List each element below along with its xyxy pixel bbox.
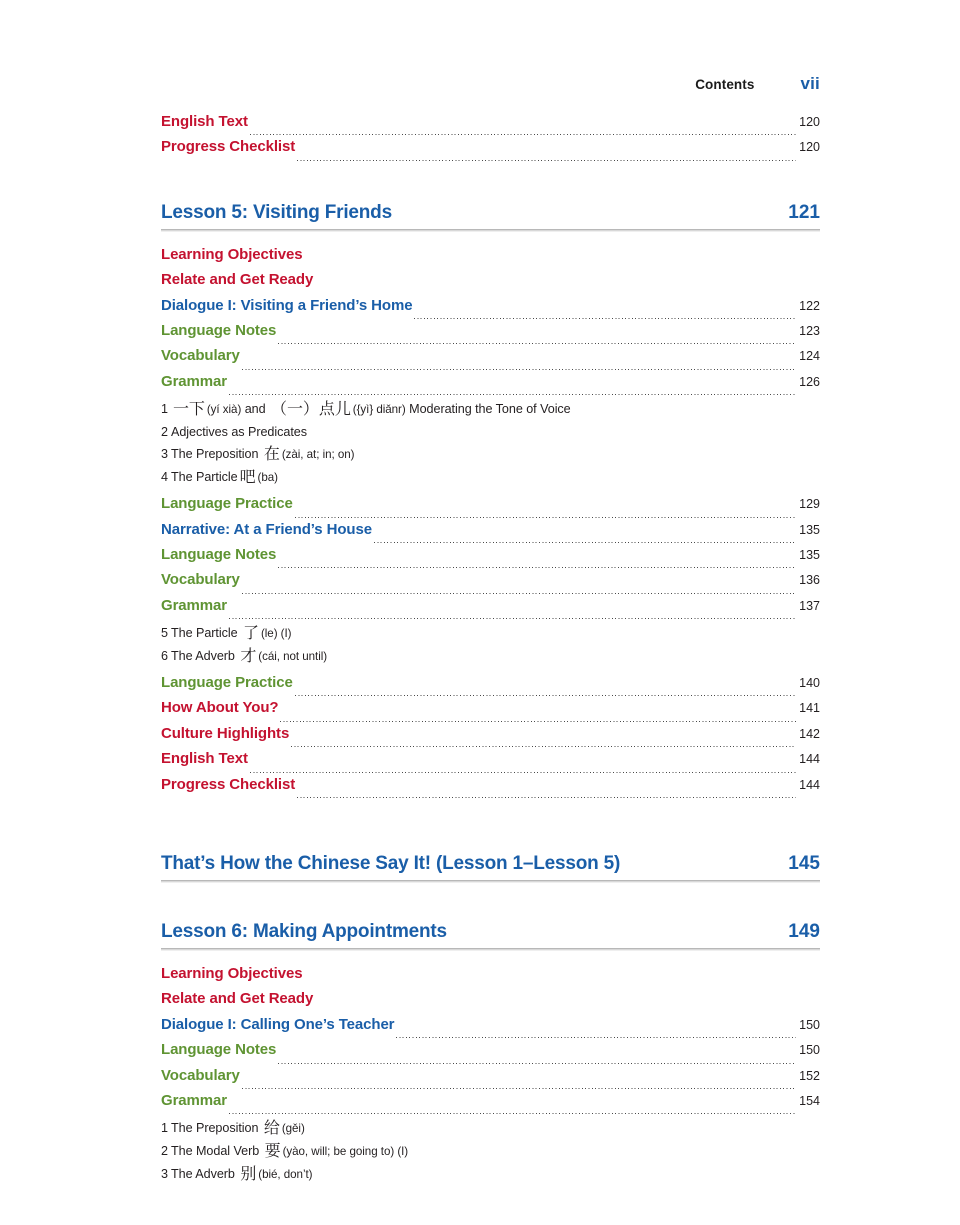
toc-entry[interactable] (161, 347, 820, 372)
dot-leader (414, 318, 796, 319)
toc-entry[interactable] (161, 495, 820, 520)
grammar-item (161, 443, 820, 466)
grammar-item-hanzi: 要 (264, 1141, 281, 1161)
grammar-item-number: 4 (161, 470, 168, 485)
grammar-item-text: The Adverb (170, 649, 239, 664)
grammar-list-lesson5-a (161, 398, 820, 489)
toc-entry[interactable] (161, 725, 820, 750)
toc-entry-page: 123 (799, 323, 820, 338)
toc-entry[interactable] (161, 373, 820, 398)
dot-leader (278, 567, 796, 568)
grammar-item-pinyin-2: ({yì} diǎnr) (352, 403, 406, 417)
grammar-item (161, 645, 820, 668)
toc-entry[interactable] (161, 990, 820, 1015)
grammar-item (161, 1117, 820, 1140)
grammar-item-pinyin: (cái, not until) (258, 650, 328, 664)
grammar-item-number: 1 (161, 1121, 168, 1136)
grammar-item-text: The Modal Verb (170, 1144, 263, 1159)
toc-entry[interactable] (161, 571, 820, 596)
grammar-list-lesson6-a (161, 1117, 820, 1186)
toc-entry-title: Dialogue I: Visiting a Friend’s Home (161, 296, 413, 314)
toc-entry-title: Language Practice (161, 674, 293, 692)
grammar-item-number: 1 (161, 402, 168, 417)
toc-entry-page: 124 (799, 349, 820, 364)
dot-leader (396, 1037, 796, 1038)
toc-group-continuation (161, 113, 820, 164)
grammar-item-text: The Particle (170, 470, 238, 485)
grammar-item-number: 3 (161, 1167, 168, 1182)
toc-entry-title: English Text (161, 113, 248, 130)
spacer (161, 232, 820, 246)
spacer (161, 951, 820, 965)
toc-entry[interactable] (161, 521, 820, 546)
section-header-thats-how-the-chinese-say-it[interactable] (161, 853, 820, 883)
running-head-label: Contents (695, 77, 755, 92)
toc-entry-title: Language Notes (161, 545, 277, 563)
toc-group-lesson6-a (161, 965, 820, 1117)
spacer (161, 801, 820, 839)
toc-entry-page: 136 (799, 573, 820, 588)
dot-leader (229, 1113, 796, 1114)
toc-entry-title: Grammar (161, 596, 228, 614)
grammar-item-text: Adjectives as Predicates (170, 425, 307, 440)
toc-entry[interactable] (161, 776, 820, 801)
grammar-item-pinyin: (ba) (257, 471, 278, 485)
toc-entry-title: Dialogue I: Calling One’s Teacher (161, 1015, 395, 1033)
toc-entry[interactable] (161, 965, 820, 990)
toc-entry-page: 140 (799, 676, 820, 691)
toc-entry-page: 137 (799, 598, 820, 613)
toc-entry-page: 126 (799, 374, 820, 389)
grammar-item-number: 2 (161, 1144, 168, 1159)
grammar-list-lesson5-b (161, 622, 820, 668)
grammar-item-hanzi: 吧 (239, 467, 256, 487)
grammar-item-text: The Adverb (170, 1167, 239, 1182)
dot-leader (242, 1088, 796, 1089)
grammar-item (161, 398, 820, 421)
toc-entry-title: Relate and Get Ready (161, 990, 314, 1008)
toc-entry[interactable] (161, 699, 820, 724)
grammar-item (161, 466, 820, 489)
toc-entry-page: 144 (799, 777, 820, 792)
dot-leader (229, 618, 796, 619)
dot-leader (295, 517, 796, 518)
toc-entry-page: 152 (799, 1068, 820, 1083)
toc-group-lesson5-c (161, 674, 820, 801)
lesson-header-lesson-5[interactable] (161, 202, 820, 232)
toc-entry[interactable] (161, 138, 820, 163)
spacer (161, 164, 820, 202)
toc-entry[interactable] (161, 1092, 820, 1117)
grammar-item-hanzi: 给 (263, 1118, 280, 1138)
dot-leader (315, 293, 796, 294)
dot-leader (297, 797, 796, 798)
dot-leader (278, 343, 796, 344)
grammar-item-pinyin: (zài, at; in; on) (281, 448, 355, 462)
dot-leader (278, 1063, 796, 1064)
grammar-item-number: 5 (161, 626, 168, 641)
grammar-item-post: Moderating the Tone of Voice (405, 402, 571, 417)
lesson-title: Lesson 6: Making Appointments (161, 921, 447, 943)
toc-entry-title: Vocabulary (161, 571, 240, 589)
toc-entry[interactable] (161, 597, 820, 622)
dot-leader (304, 986, 796, 987)
toc-entry[interactable] (161, 674, 820, 699)
grammar-item-hanzi: 别 (240, 1164, 257, 1184)
page-folio: vii (800, 74, 820, 93)
toc-entry-page: 150 (799, 1017, 820, 1032)
toc-entry-page: 150 (799, 1043, 820, 1058)
grammar-item (161, 421, 820, 443)
grammar-item-pinyin: (yí xià) (206, 403, 242, 417)
grammar-item-text: The Particle (170, 626, 242, 641)
toc-entry-title: Progress Checklist (161, 775, 296, 793)
toc-entry[interactable] (161, 297, 820, 322)
section-page: 145 (788, 853, 820, 875)
lesson-page: 121 (788, 201, 820, 223)
dot-leader (229, 394, 796, 395)
grammar-item-text: The Preposition (170, 1121, 262, 1136)
grammar-item-hanzi: 在 (263, 444, 280, 464)
toc-entry[interactable] (161, 246, 820, 271)
running-head (161, 74, 820, 94)
grammar-item-number: 6 (161, 649, 168, 664)
dot-leader (242, 593, 796, 594)
toc-entry-title: Narrative: At a Friend’s House (161, 520, 372, 538)
toc-entry-page: 144 (799, 752, 820, 767)
toc-entry-page: 120 (799, 140, 820, 155)
grammar-item-pinyin: (le) (I) (260, 627, 292, 641)
section-title: That’s How the Chinese Say It! (Lesson 1–Lesson 5) (161, 853, 621, 875)
toc-entry[interactable] (161, 271, 820, 296)
toc-entry[interactable] (161, 546, 820, 571)
grammar-item-pinyin: (gěi) (281, 1122, 305, 1136)
grammar-item-pinyin: (bié, don’t) (258, 1168, 313, 1182)
lesson-page: 149 (788, 921, 820, 943)
grammar-item-pinyin: (yào, will; be going to) (I) (282, 1145, 409, 1159)
grammar-item-number: 3 (161, 447, 168, 462)
grammar-item-hanzi: 一下 (172, 399, 205, 419)
grammar-item-hanzi: 了 (243, 623, 259, 643)
toc-column (161, 113, 820, 1186)
grammar-item (161, 1163, 820, 1186)
spacer (161, 839, 820, 853)
toc-entry-page: 129 (799, 497, 820, 512)
dot-leader (295, 695, 796, 696)
dot-leader (374, 542, 796, 543)
toc-entry-title: Culture Highlights (161, 724, 290, 742)
dot-leader (250, 772, 796, 773)
toc-entry-title: How About You? (161, 699, 279, 717)
toc-entry-title: Relate and Get Ready (161, 271, 314, 289)
dot-leader (280, 721, 796, 722)
dot-leader (242, 369, 796, 370)
lesson-header-lesson-6[interactable] (161, 921, 820, 951)
dot-leader (250, 134, 796, 135)
toc-group-lesson5-b (161, 495, 820, 622)
toc-entry-title: Learning Objectives (161, 965, 303, 983)
dot-leader (291, 746, 796, 747)
toc-entry-title: Vocabulary (161, 347, 240, 365)
grammar-item (161, 1140, 820, 1163)
grammar-item-text: The Preposition (170, 447, 262, 462)
toc-entry[interactable] (161, 322, 820, 347)
toc-entry-page: 120 (799, 115, 820, 129)
grammar-item-mid: and (241, 402, 270, 417)
grammar-item-number: 2 (161, 425, 168, 440)
toc-entry-title: Grammar (161, 372, 228, 390)
toc-entry[interactable] (161, 750, 820, 775)
toc-entry-title: Grammar (161, 1091, 228, 1109)
toc-entry-title: Language Notes (161, 1041, 277, 1059)
toc-entry[interactable] (161, 1041, 820, 1066)
toc-group-lesson5-a (161, 246, 820, 398)
grammar-item-hanzi-2: （一）点儿 (271, 399, 351, 419)
grammar-item-hanzi: 才 (240, 646, 257, 666)
toc-entry-title: Language Practice (161, 495, 293, 513)
dot-leader (315, 1012, 796, 1013)
lesson-title: Lesson 5: Visiting Friends (161, 201, 392, 223)
toc-entry-title: Learning Objectives (161, 245, 303, 263)
toc-entry-title: Language Notes (161, 321, 277, 339)
toc-entry[interactable] (161, 1016, 820, 1041)
toc-entry-page: 122 (799, 298, 820, 313)
toc-entry-title: Vocabulary (161, 1066, 240, 1084)
toc-entry-page: 135 (799, 547, 820, 562)
toc-entry[interactable] (161, 113, 820, 138)
toc-entry-title: Progress Checklist (161, 138, 296, 156)
dot-leader (304, 267, 796, 268)
grammar-item (161, 622, 820, 645)
spacer (161, 883, 820, 921)
toc-entry[interactable] (161, 1067, 820, 1092)
toc-entry-page: 135 (799, 522, 820, 537)
toc-entry-page: 142 (799, 726, 820, 741)
dot-leader (297, 160, 796, 161)
toc-entry-page: 154 (799, 1093, 820, 1108)
toc-entry-page: 141 (799, 701, 820, 716)
toc-entry-title: English Text (161, 750, 248, 768)
